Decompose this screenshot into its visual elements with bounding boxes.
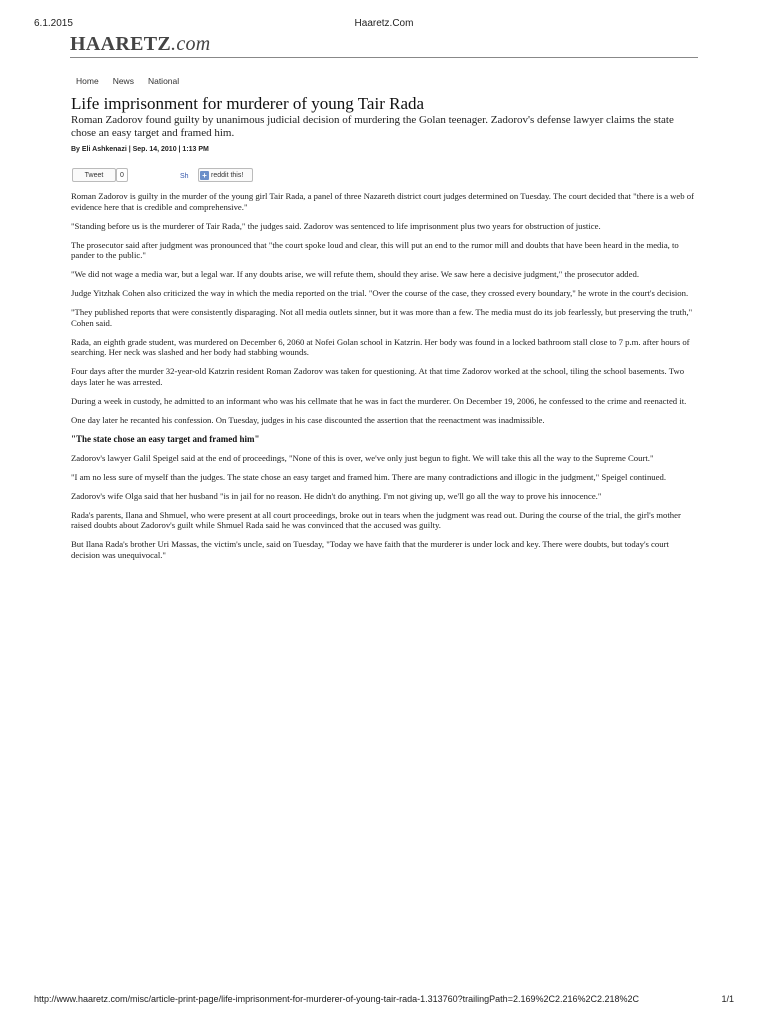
print-date: 6.1.2015: [34, 18, 73, 29]
print-page-number: 1/1: [721, 994, 734, 1004]
article-paragraph: During a week in custody, he admitted to an informant who was his cellmate that he was in fact the murderer. On December 19, 2006, he confessed to the crime and reenacted it.: [71, 395, 687, 406]
breadcrumb-home[interactable]: Home: [76, 76, 99, 86]
article-paragraph: But Ilana Rada's brother Uri Massas, the victim's uncle, said on Tuesday, "Today we have faith that the murderer is under lock and key. There were doubts, but today's court decision was unequivocal.": [71, 539, 669, 560]
tweet-button[interactable]: [72, 168, 116, 182]
print-footer-url: http://www.haaretz.com/misc/article-print-page/life-imprisonment-for-murderer-of-young-tair-rada-1.313760?trailingPath=2.169%2C2.216%2C2.218%2C: [34, 994, 640, 1004]
article-paragraph: Roman Zadorov is guilty in the murder of the young girl Tair Rada, a panel of three Nazareth district court judges determined on Tuesday. The court decided that "there is a web of evidence here that is credible and comprehensive.": [71, 191, 695, 212]
article-subhead: Roman Zadorov found guilty by unanimous judicial decision of murdering the Golan teenager. Zadorov's defense lawyer claims the state chose an easy target and framed him.: [71, 114, 674, 139]
article-subtitle: "The state chose an easy target and framed him": [71, 433, 260, 444]
article-paragraph: "They published reports that were consistently disparaging. Not all media outlets sinner, but it was more than a few. The media must do its job fearlessly, but preserving the truth," Cohen said.: [71, 307, 693, 328]
share-link[interactable]: Sh: [180, 173, 189, 180]
print-footer: [34, 994, 734, 1008]
article-paragraph: Four days after the murder 32-year-old Katzrin resident Roman Zadorov was taken for questioning. At that time Zadorov worked at the school, tiling the school basements. Two days later he was arrested.: [71, 366, 685, 387]
article-paragraph: The prosecutor said after judgment was pronounced that "the court spoke loud and clear, this will put an end to the rumor mill and doubts that have been heard in the media, to pander to the public.": [71, 239, 679, 260]
logo-brand: HAARETZ: [70, 33, 172, 55]
reddit-button[interactable]: [198, 168, 253, 182]
logo-tld: .com: [171, 33, 211, 55]
breadcrumb-news[interactable]: News: [112, 76, 134, 86]
breadcrumb-national[interactable]: National: [147, 76, 180, 86]
article-paragraph: "Standing before us is the murderer of Tair Rada," the judges said. Zadorov was sentenced to life imprisonment plus two years for obstruction of justice.: [71, 220, 601, 231]
reddit-button-label: reddit this!: [211, 171, 244, 179]
article-paragraph: One day later he recanted his confession. On Tuesday, judges in his case discounted the assertion that the reenactment was inadmissible.: [71, 414, 545, 425]
article-paragraph: Zadorov's wife Olga said that her husband "is in jail for no reason. He didn't do anything. I'm not giving up, we'll go all the way to prove his innocence.": [71, 490, 602, 501]
header-divider: [70, 57, 698, 58]
article-paragraph: Zadorov's lawyer Galil Speigel said at the end of proceedings, "None of this is over, we've only just begun to fight. We will take this all the way to the Supreme Court.": [71, 452, 654, 463]
article-headline: Life imprisonment for murderer of young Tair Rada: [71, 94, 425, 113]
reddit-plus-icon: +: [200, 171, 209, 180]
site-logo[interactable]: [70, 33, 211, 56]
article-byline: By Eli Ashkenazi | Sep. 14, 2010 | 1:13 PM: [71, 146, 209, 153]
article-paragraph: Rada's parents, Ilana and Shmuel, who were present at all court proceedings, broke out in tears when the judgment was read out. During the course of the trial, the girl's mother raised doubts about Zadorov's guilt while Shmuel Rada said he was convinced that the accused was guilty.: [71, 509, 681, 530]
article-body: [71, 191, 697, 569]
tweet-button-label: Tweet: [84, 171, 104, 179]
breadcrumb: [76, 76, 179, 86]
print-site-title: Haaretz.Com: [354, 18, 414, 29]
article-paragraph: "We did not wage a media war, but a legal war. If any doubts arise, we will refute them, should they arise. We saw here a decisive judgment," the prosecutor added.: [71, 269, 639, 279]
print-header: [34, 18, 734, 32]
article-paragraph: Judge Yitzhak Cohen also criticized the way in which the media reported on the trial. "Over the course of the case, they crossed every boundary," he wrote in the court's decision.: [71, 288, 689, 298]
article-paragraph: "I am no less sure of myself than the judges. The state chose an easy target and framed him. There are many contradictions and illogic in the judgment," Speigel continued.: [71, 471, 667, 482]
tweet-count: 0: [116, 168, 128, 182]
article-paragraph: Rada, an eighth grade student, was murdered on December 6, 2060 at Nofei Golan school in Katzrin. Her body was found in a locked bathroom stall close to 7 p.m. after hours of searching. Her neck was slashed and her body had stabbing wounds.: [71, 336, 690, 357]
